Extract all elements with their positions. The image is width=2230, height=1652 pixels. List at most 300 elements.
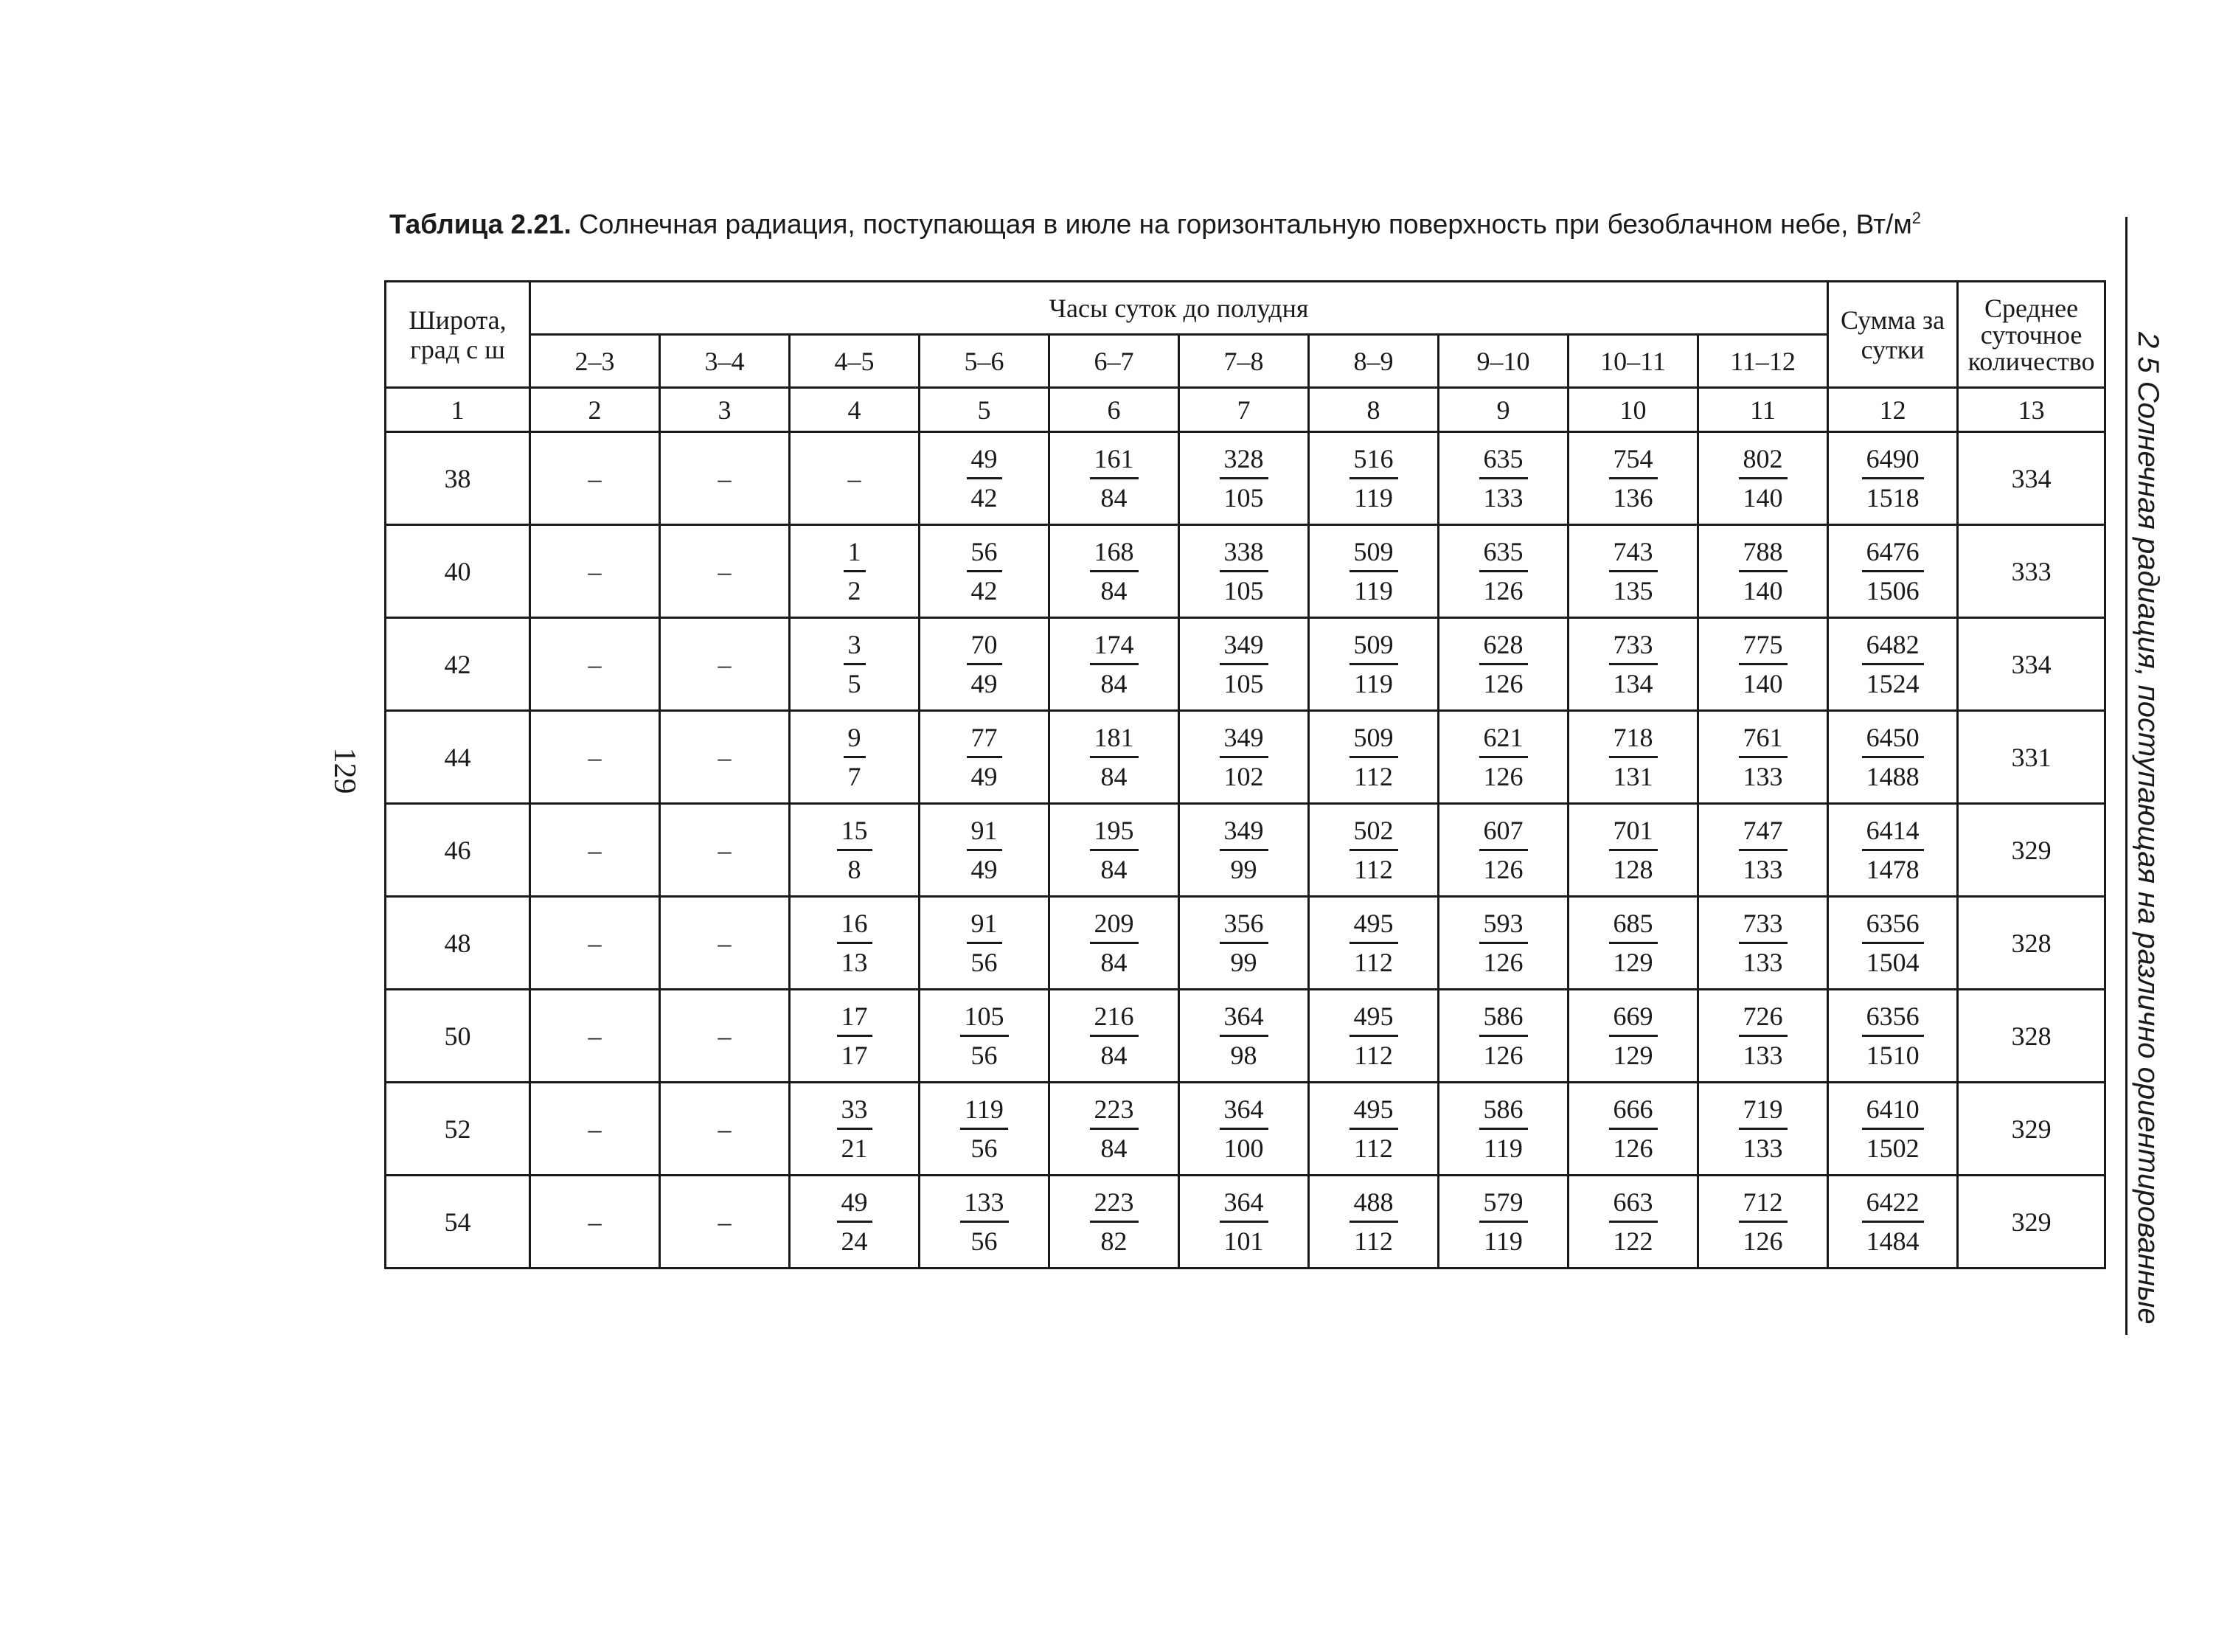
- fraction-cell: [1179, 990, 1309, 1083]
- fraction-denominator: 21: [841, 1134, 868, 1163]
- fraction: [1350, 533, 1398, 609]
- fraction-numerator: 49: [967, 440, 1002, 479]
- fraction-cell: [1309, 618, 1439, 711]
- fraction-numerator: 349: [1220, 812, 1268, 851]
- fraction-denominator: 133: [1483, 483, 1524, 513]
- fraction-cell: [1828, 525, 1958, 618]
- fraction: [1862, 626, 1924, 702]
- fraction: [1862, 533, 1924, 609]
- fraction-denominator: 82: [1100, 1226, 1128, 1256]
- fraction: [1350, 905, 1398, 981]
- fraction-numerator: 6414: [1862, 812, 1924, 851]
- fraction-cell: [1309, 1176, 1439, 1268]
- column-number: 10: [1569, 388, 1698, 432]
- fraction: [1739, 905, 1788, 981]
- fraction-cell: [1309, 711, 1439, 804]
- fraction-denominator: 7: [847, 762, 861, 791]
- header-daily-sum: Сумма за сутки: [1828, 282, 1958, 388]
- fraction-cell: [1569, 525, 1698, 618]
- fraction-cell: [1569, 711, 1698, 804]
- fraction-denominator: 1524: [1866, 669, 1920, 698]
- fraction: [1220, 1091, 1268, 1167]
- fraction-numerator: 593: [1479, 905, 1528, 944]
- fraction-cell: [1049, 990, 1179, 1083]
- fraction: [1350, 626, 1398, 702]
- fraction-cell: [1309, 432, 1439, 525]
- fraction-denominator: 1502: [1866, 1134, 1920, 1163]
- fraction-numerator: 712: [1739, 1184, 1788, 1223]
- dash-cell: –: [530, 618, 660, 711]
- table-row: [386, 1176, 2105, 1268]
- fraction-cell: [1698, 990, 1828, 1083]
- table-row: [386, 618, 2105, 711]
- header-hour-interval: 7–8: [1179, 335, 1309, 388]
- fraction-numerator: 635: [1479, 440, 1528, 479]
- fraction: [1090, 719, 1139, 795]
- fraction: [1090, 1091, 1139, 1167]
- fraction-numerator: 621: [1479, 719, 1528, 758]
- fraction-cell: [1569, 618, 1698, 711]
- fraction-cell: [790, 897, 920, 990]
- fraction-numerator: 669: [1609, 998, 1658, 1037]
- fraction-numerator: 6490: [1862, 440, 1924, 479]
- fraction: [1862, 998, 1924, 1074]
- fraction-denominator: 133: [1743, 762, 1783, 791]
- fraction-numerator: 181: [1090, 719, 1139, 758]
- fraction-denominator: 135: [1613, 576, 1653, 605]
- fraction-denominator: 84: [1100, 483, 1128, 513]
- fraction-denominator: 42: [970, 483, 998, 513]
- fraction: [960, 1091, 1008, 1167]
- fraction-numerator: 488: [1350, 1184, 1398, 1223]
- dash-cell: –: [660, 990, 790, 1083]
- fraction-denominator: 126: [1483, 855, 1524, 884]
- fraction: [1220, 998, 1268, 1074]
- fraction: [1609, 719, 1658, 795]
- fraction-cell: [1569, 1083, 1698, 1176]
- fraction: [837, 1184, 872, 1260]
- fraction-denominator: 1510: [1866, 1041, 1920, 1070]
- fraction: [1609, 905, 1658, 981]
- fraction-numerator: 33: [837, 1091, 872, 1130]
- fraction-cell: [1828, 804, 1958, 897]
- fraction: [1090, 812, 1139, 888]
- fraction-cell: [1179, 432, 1309, 525]
- fraction: [1862, 812, 1924, 888]
- fraction-denominator: 99: [1230, 948, 1257, 977]
- fraction-denominator: 98: [1230, 1041, 1257, 1070]
- fraction-denominator: 84: [1100, 1134, 1128, 1163]
- fraction-cell: [1828, 1176, 1958, 1268]
- fraction-denominator: 131: [1613, 762, 1653, 791]
- fraction: [967, 440, 1002, 516]
- daily-average-cell: 331: [1958, 711, 2105, 804]
- fraction: [1090, 626, 1139, 702]
- fraction: [1739, 1091, 1788, 1167]
- fraction-numerator: 6410: [1862, 1091, 1924, 1130]
- fraction-denominator: 112: [1354, 1226, 1393, 1256]
- fraction: [844, 533, 866, 609]
- dash-cell: –: [660, 1176, 790, 1268]
- fraction-numerator: 174: [1090, 626, 1139, 665]
- header-hours-group: Часы суток до полудня: [530, 282, 1828, 335]
- header-hour-interval: 4–5: [790, 335, 920, 388]
- fraction: [960, 1184, 1009, 1260]
- fraction: [1220, 440, 1268, 516]
- fraction-denominator: 56: [970, 1041, 998, 1070]
- column-number: 12: [1828, 388, 1958, 432]
- fraction-denominator: 1506: [1866, 576, 1920, 605]
- fraction-cell: [1309, 1083, 1439, 1176]
- fraction-numerator: 3: [844, 626, 866, 665]
- dash-cell: –: [660, 1083, 790, 1176]
- column-number: 4: [790, 388, 920, 432]
- table-caption-text: Солнечная радиация, поступающая в июле на горизонтальную поверхность при безоблачном небе, Вт/м: [579, 209, 1912, 240]
- fraction-denominator: 133: [1743, 1134, 1783, 1163]
- fraction-denominator: 1504: [1866, 948, 1920, 977]
- daily-average-cell: 333: [1958, 525, 2105, 618]
- fraction-denominator: 1484: [1866, 1226, 1920, 1256]
- fraction-numerator: 364: [1220, 998, 1268, 1037]
- fraction-denominator: 112: [1354, 855, 1393, 884]
- fraction-cell: [920, 1176, 1049, 1268]
- fraction: [1739, 440, 1788, 516]
- table-row: [386, 804, 2105, 897]
- fraction-cell: [920, 525, 1049, 618]
- fraction: [1479, 1091, 1528, 1167]
- table-row: [386, 711, 2105, 804]
- fraction-numerator: 628: [1479, 626, 1528, 665]
- fraction-numerator: 6476: [1862, 533, 1924, 572]
- fraction: [837, 812, 872, 888]
- fraction: [837, 998, 872, 1074]
- fraction-numerator: 719: [1739, 1091, 1788, 1130]
- fraction-cell: [920, 990, 1049, 1083]
- fraction-denominator: 1488: [1866, 762, 1920, 791]
- fraction-cell: [1698, 432, 1828, 525]
- radiation-table: [384, 280, 2106, 1269]
- dash-cell: –: [530, 432, 660, 525]
- column-number: 13: [1958, 388, 2105, 432]
- latitude-cell: 52: [386, 1083, 530, 1176]
- fraction-cell: [1828, 990, 1958, 1083]
- fraction-denominator: 133: [1743, 1041, 1783, 1070]
- latitude-cell: 38: [386, 432, 530, 525]
- fraction-denominator: 119: [1484, 1134, 1523, 1163]
- fraction-cell: [790, 711, 920, 804]
- fraction: [1609, 1184, 1658, 1260]
- fraction-denominator: 119: [1354, 483, 1393, 513]
- fraction-numerator: 91: [967, 905, 1002, 944]
- dash-cell: –: [530, 525, 660, 618]
- fraction-numerator: 726: [1739, 998, 1788, 1037]
- daily-average-cell: 328: [1958, 897, 2105, 990]
- dash-cell: –: [530, 990, 660, 1083]
- fraction-denominator: 129: [1613, 948, 1653, 977]
- fraction-denominator: 100: [1223, 1134, 1264, 1163]
- latitude-cell: 54: [386, 1176, 530, 1268]
- latitude-cell: 46: [386, 804, 530, 897]
- fraction-cell: [1439, 1176, 1569, 1268]
- running-head: 2 5 Солнечная радиация, поступающая на различно ориентированные: [2132, 332, 2164, 1325]
- fraction-cell: [1179, 1176, 1309, 1268]
- fraction-numerator: 733: [1739, 905, 1788, 944]
- fraction-cell: [1309, 897, 1439, 990]
- fraction-denominator: 84: [1100, 1041, 1128, 1070]
- fraction-cell: [1569, 1176, 1698, 1268]
- fraction-denominator: 5: [847, 669, 861, 698]
- fraction: [1739, 719, 1788, 795]
- fraction-cell: [1439, 804, 1569, 897]
- fraction: [1862, 1091, 1924, 1167]
- fraction-cell: [920, 432, 1049, 525]
- table-row: [386, 525, 2105, 618]
- fraction: [1862, 719, 1924, 795]
- fraction: [1350, 1091, 1398, 1167]
- fraction-cell: [920, 1083, 1049, 1176]
- header-hour-interval: 9–10: [1439, 335, 1569, 388]
- fraction-denominator: 13: [841, 948, 868, 977]
- fraction-cell: [1569, 897, 1698, 990]
- fraction: [1609, 1091, 1658, 1167]
- fraction-numerator: 6450: [1862, 719, 1924, 758]
- fraction-denominator: 56: [970, 1226, 998, 1256]
- fraction: [960, 998, 1009, 1074]
- fraction-denominator: 140: [1743, 483, 1783, 513]
- column-number: 2: [530, 388, 660, 432]
- table-row: [386, 432, 2105, 525]
- fraction-cell: [1698, 711, 1828, 804]
- table-row: [386, 990, 2105, 1083]
- fraction: [1350, 440, 1398, 516]
- fraction-cell: [790, 525, 920, 618]
- fraction-numerator: 91: [967, 812, 1002, 851]
- fraction-numerator: 802: [1739, 440, 1788, 479]
- page-number: 129: [327, 747, 361, 794]
- fraction-cell: [1828, 711, 1958, 804]
- fraction: [1739, 533, 1788, 609]
- daily-average-cell: 329: [1958, 1083, 2105, 1176]
- fraction: [1350, 1184, 1398, 1260]
- fraction-denominator: 140: [1743, 669, 1783, 698]
- fraction-numerator: 70: [967, 626, 1002, 665]
- header-hour-interval: 2–3: [530, 335, 660, 388]
- fraction: [1479, 440, 1528, 516]
- column-number: 5: [920, 388, 1049, 432]
- fraction-denominator: 105: [1223, 576, 1264, 605]
- fraction-numerator: 216: [1090, 998, 1139, 1037]
- fraction-numerator: 663: [1609, 1184, 1658, 1223]
- fraction-denominator: 84: [1100, 855, 1128, 884]
- fraction: [1609, 998, 1658, 1074]
- fraction-cell: [1698, 525, 1828, 618]
- fraction-cell: [1828, 432, 1958, 525]
- fraction: [1862, 1184, 1924, 1260]
- fraction-cell: [1439, 432, 1569, 525]
- column-number: 9: [1439, 388, 1569, 432]
- fraction-denominator: 24: [841, 1226, 868, 1256]
- fraction-numerator: 6356: [1862, 905, 1924, 944]
- fraction-denominator: 49: [970, 669, 998, 698]
- fraction-cell: [1828, 897, 1958, 990]
- fraction-denominator: 119: [1354, 576, 1393, 605]
- fraction-cell: [1698, 1176, 1828, 1268]
- fraction-numerator: 6422: [1862, 1184, 1924, 1223]
- fraction: [1479, 626, 1528, 702]
- fraction-cell: [920, 804, 1049, 897]
- fraction-numerator: 223: [1090, 1184, 1139, 1223]
- fraction-denominator: 84: [1100, 762, 1128, 791]
- fraction: [1479, 1184, 1528, 1260]
- fraction-cell: [920, 897, 1049, 990]
- fraction: [1220, 533, 1268, 609]
- daily-average-cell: 329: [1958, 804, 2105, 897]
- fraction-cell: [1439, 897, 1569, 990]
- column-number: 7: [1179, 388, 1309, 432]
- fraction-denominator: 126: [1483, 762, 1524, 791]
- header-hour-interval: 8–9: [1309, 335, 1439, 388]
- fraction: [837, 905, 872, 981]
- fraction-cell: [1439, 618, 1569, 711]
- table-row: [386, 897, 2105, 990]
- column-number: 11: [1698, 388, 1828, 432]
- fraction-numerator: 105: [960, 998, 1009, 1037]
- fraction-numerator: 579: [1479, 1184, 1528, 1223]
- fraction-cell: [790, 804, 920, 897]
- fraction: [1609, 533, 1658, 609]
- fraction-denominator: 133: [1743, 855, 1783, 884]
- fraction-cell: [1049, 804, 1179, 897]
- fraction-denominator: 133: [1743, 948, 1783, 977]
- fraction-numerator: 685: [1609, 905, 1658, 944]
- fraction-numerator: 338: [1220, 533, 1268, 572]
- dash-cell: –: [530, 897, 660, 990]
- fraction-denominator: 105: [1223, 483, 1264, 513]
- fraction-denominator: 84: [1100, 948, 1128, 977]
- fraction-denominator: 105: [1223, 669, 1264, 698]
- fraction-cell: [920, 711, 1049, 804]
- fraction: [967, 812, 1002, 888]
- daily-average-cell: 334: [1958, 618, 2105, 711]
- fraction-numerator: 761: [1739, 719, 1788, 758]
- fraction: [1739, 998, 1788, 1074]
- latitude-cell: 44: [386, 711, 530, 804]
- dash-cell: –: [660, 525, 790, 618]
- fraction-numerator: 364: [1220, 1184, 1268, 1223]
- fraction-cell: [1439, 711, 1569, 804]
- fraction: [1350, 812, 1398, 888]
- dash-cell: –: [660, 804, 790, 897]
- fraction-denominator: 8: [847, 855, 861, 884]
- fraction-cell: [1698, 897, 1828, 990]
- fraction-cell: [1828, 1083, 1958, 1176]
- fraction: [1090, 905, 1139, 981]
- fraction-numerator: 775: [1739, 626, 1788, 665]
- fraction-numerator: 349: [1220, 626, 1268, 665]
- fraction-numerator: 754: [1609, 440, 1658, 479]
- fraction: [1090, 440, 1139, 516]
- table-caption-label: Таблица 2.21.: [389, 209, 572, 240]
- fraction-numerator: 1: [844, 533, 866, 572]
- fraction-cell: [1698, 618, 1828, 711]
- dash-cell: –: [660, 618, 790, 711]
- fraction-denominator: 49: [970, 855, 998, 884]
- fraction-numerator: 788: [1739, 533, 1788, 572]
- fraction-cell: [1049, 711, 1179, 804]
- fraction: [1220, 812, 1268, 888]
- fraction-numerator: 495: [1350, 1091, 1398, 1130]
- fraction-numerator: 666: [1609, 1091, 1658, 1130]
- fraction-denominator: 99: [1230, 855, 1257, 884]
- fraction-denominator: 119: [1484, 1226, 1523, 1256]
- fraction: [1609, 440, 1658, 516]
- fraction-numerator: 635: [1479, 533, 1528, 572]
- fraction-numerator: 119: [960, 1091, 1008, 1130]
- fraction-denominator: 129: [1613, 1041, 1653, 1070]
- fraction: [1220, 626, 1268, 702]
- table-caption: [389, 209, 2144, 240]
- fraction-numerator: 607: [1479, 812, 1528, 851]
- header-hour-interval: 5–6: [920, 335, 1049, 388]
- fraction-cell: [790, 990, 920, 1083]
- fraction-cell: [1179, 1083, 1309, 1176]
- fraction-numerator: 743: [1609, 533, 1658, 572]
- fraction-numerator: 6482: [1862, 626, 1924, 665]
- fraction-denominator: 126: [1743, 1226, 1783, 1256]
- latitude-cell: 42: [386, 618, 530, 711]
- fraction-numerator: 364: [1220, 1091, 1268, 1130]
- fraction-denominator: 49: [970, 762, 998, 791]
- fraction-cell: [1049, 618, 1179, 711]
- fraction-numerator: 17: [837, 998, 872, 1037]
- fraction-numerator: 495: [1350, 998, 1398, 1037]
- fraction: [967, 719, 1002, 795]
- header-hour-interval: 3–4: [660, 335, 790, 388]
- fraction-cell: [1049, 1083, 1179, 1176]
- fraction: [1090, 1184, 1139, 1260]
- fraction-denominator: 56: [970, 948, 998, 977]
- fraction-numerator: 747: [1739, 812, 1788, 851]
- fraction: [844, 719, 866, 795]
- fraction-numerator: 15: [837, 812, 872, 851]
- fraction: [1479, 998, 1528, 1074]
- fraction-denominator: 140: [1743, 576, 1783, 605]
- fraction-denominator: 17: [841, 1041, 868, 1070]
- fraction-cell: [1439, 525, 1569, 618]
- fraction: [1739, 812, 1788, 888]
- fraction: [1090, 533, 1139, 609]
- fraction: [1220, 719, 1268, 795]
- header-hour-interval: 11–12: [1698, 335, 1828, 388]
- fraction-numerator: 328: [1220, 440, 1268, 479]
- fraction-cell: [1179, 525, 1309, 618]
- fraction-denominator: 2: [847, 576, 861, 605]
- fraction-cell: [1309, 804, 1439, 897]
- fraction-denominator: 1478: [1866, 855, 1920, 884]
- fraction-cell: [1049, 1176, 1179, 1268]
- dash-cell: –: [530, 804, 660, 897]
- fraction-denominator: 136: [1613, 483, 1653, 513]
- fraction: [1479, 533, 1528, 609]
- fraction-numerator: 195: [1090, 812, 1139, 851]
- fraction: [1220, 1184, 1268, 1260]
- latitude-cell: 40: [386, 525, 530, 618]
- dash-cell: –: [530, 1176, 660, 1268]
- daily-average-cell: 334: [1958, 432, 2105, 525]
- fraction-numerator: 133: [960, 1184, 1009, 1223]
- header-latitude: Широта, град с ш: [386, 282, 530, 388]
- fraction-denominator: 84: [1100, 669, 1128, 698]
